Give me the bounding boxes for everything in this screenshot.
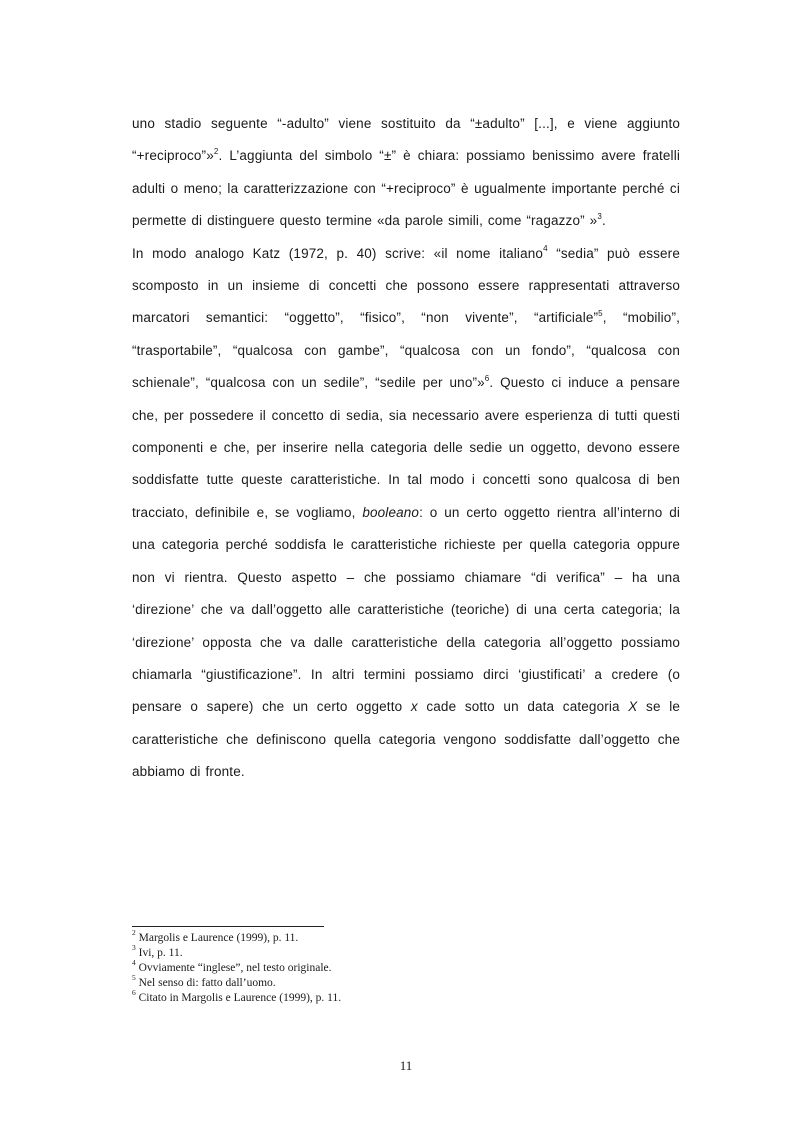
paragraph-1-text-1: uno stadio seguente “-adulto” viene sostituito da “±adulto” [...], e viene aggiunto “+reciproco”»: [132, 116, 680, 164]
page-number: 11: [399, 1058, 413, 1073]
footnote-ref-3: 3: [597, 211, 602, 221]
footnote-number: 3: [132, 943, 136, 953]
footnote-3: [132, 943, 680, 961]
body-text: [132, 108, 680, 789]
footnote-ref-2: 2: [213, 146, 219, 156]
footnote-ref-5: 5: [598, 308, 603, 318]
footnote-text: Ovviamente “inglese”, nel testo originale.: [135, 962, 332, 974]
footnote-ref-4: 4: [543, 244, 548, 254]
footnote-text: Margolis e Laurence (1999), p. 11.: [135, 932, 299, 944]
paragraph-2-text-5: : o un certo oggetto rientra all’interno di una categoria perché soddisfa le caratteristiche richieste per quella categoria oppure non vi rientra. Questo aspetto – che possiamo chiamare “di verifica” – ha una ‘direzione’ che va dall’oggetto alle caratteristiche (teoriche) di una certa categoria; la ‘direzione’ opposta che va dalle caratteristiche della categoria all’oggetto possiamo chiamarla “giustificazione”. In altri termini possiamo dirci ‘giustificati’ a credere (o pensare o sapere) che un certo oggetto: [132, 504, 681, 715]
footnotes: [132, 928, 680, 1006]
footnote-ref-6: 6: [484, 373, 490, 383]
footnote-separator: [132, 926, 324, 927]
paragraph-1: [132, 108, 680, 238]
footnote-5: [132, 973, 680, 991]
footnote-number: 5: [132, 973, 136, 983]
paragraph-2-text-4: . Questo ci induce a pensare che, per possedere il concetto di sedia, sia necessario avere esperienza di tutti questi componenti e che, per inserire nella categoria delle sedie un oggetto, devono essere soddisfatte tutte queste caratteristiche. In tal modo i concetti sono qualcosa di ben tracciato, definibile e, se vogliamo,: [132, 375, 680, 520]
paragraph-2-text-7: se le caratteristiche che definiscono quella categoria vengono soddisfatte dall’oggetto che abbiamo di fronte.: [132, 699, 681, 780]
footnote-number: 6: [132, 988, 136, 998]
footnote-text: Ivi, p. 11.: [135, 947, 183, 959]
footnote-number: 4: [132, 958, 136, 968]
paragraph-2-text-3: , “mobilio”, “trasportabile”, “qualcosa con gambe”, “qualcosa con un fondo”, “qualcosa con schienale”, “qualcosa con un sedile”, “sedile per uno”»: [132, 310, 680, 391]
paragraph-2-text-1: In modo analogo Katz (1972, p. 40) scrive: «il nome italiano: [132, 245, 544, 261]
paragraph-2-text-2: “sedia” può essere scomposto in un insieme di concetti che possono essere rappresentati attraverso marcatori semantici: “oggetto”, “fisico”, “non vivente”, “artificiale”: [132, 245, 680, 326]
footnote-text: Nel senso di: fatto dall’uomo.: [135, 977, 276, 989]
paragraph-2-text-6: cade sotto un data categoria: [417, 699, 629, 715]
footnote-text: Citato in Margolis e Laurence (1999), p. 11.: [135, 992, 342, 1004]
emphasis-booleano: booleano: [362, 504, 420, 520]
footnote-number: 2: [132, 928, 136, 938]
footnote-6: [132, 988, 680, 1006]
footnote-4: [132, 958, 680, 976]
emphasis-X: X: [628, 699, 638, 715]
paragraph-1-text-2: . L’aggiunta del simbolo “±” è chiara: possiamo benissimo avere fratelli adulti o meno; la caratterizzazione con “+reciproco” è ugualmente importante perché ci permette di distinguere questo termine «da parole simili, come “ragazzo” »: [132, 148, 680, 229]
emphasis-x: x: [410, 699, 418, 715]
paragraph-2: [132, 238, 680, 789]
paragraph-1-text-3: .: [601, 213, 606, 229]
footnote-2: [132, 928, 680, 946]
